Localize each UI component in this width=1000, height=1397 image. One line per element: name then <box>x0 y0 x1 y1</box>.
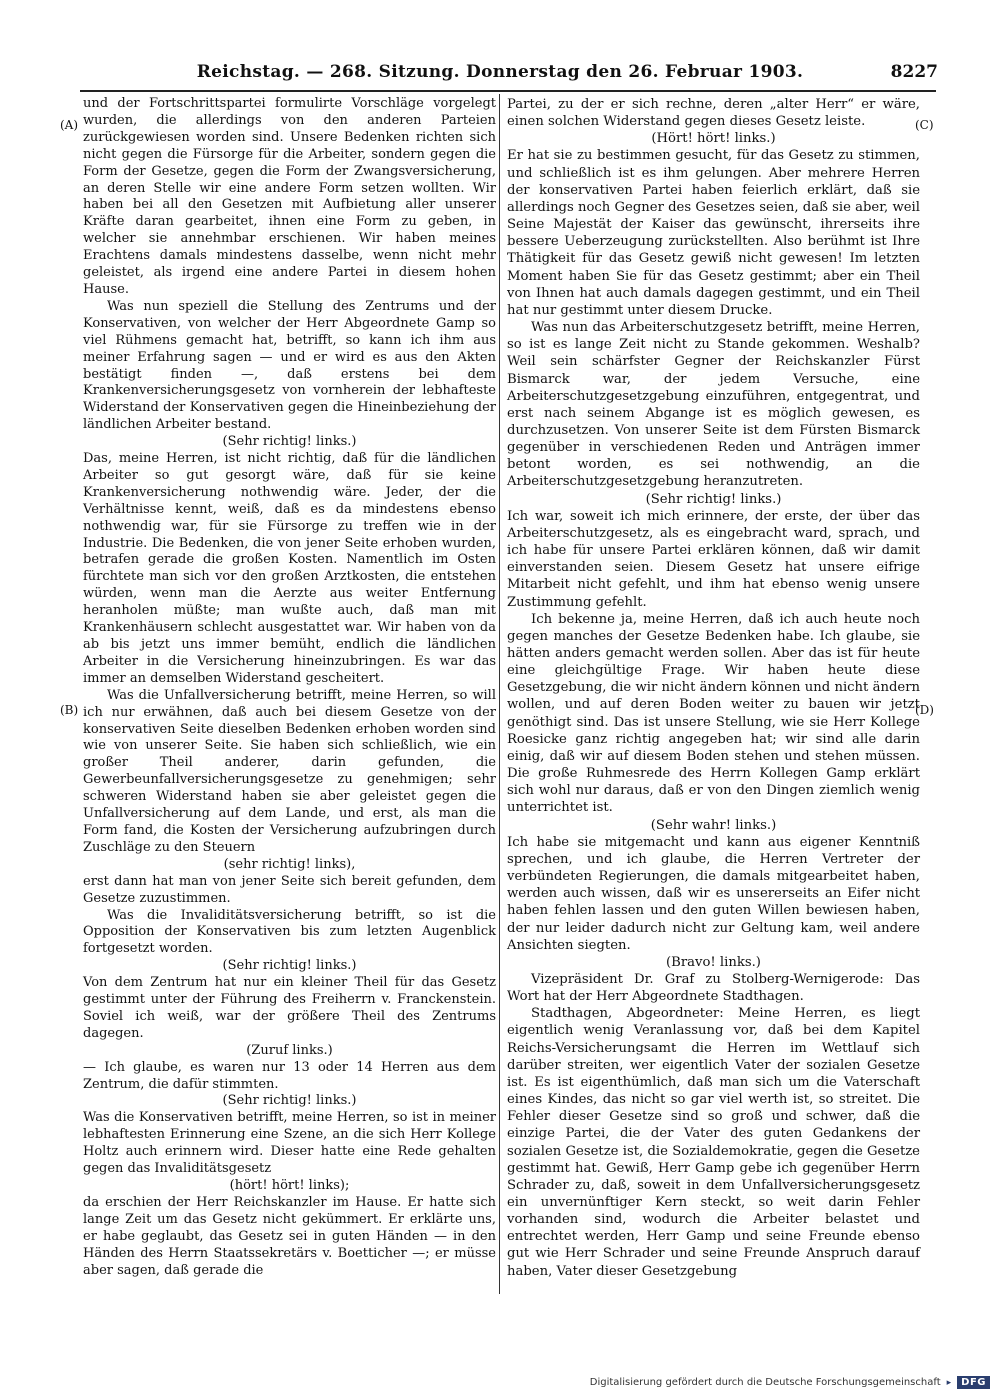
paragraph: Partei, zu der er sich rechne, deren „alter Herr“ er wäre, einen solchen Widerstand gegen dieses Gesetz leiste. <box>507 97 920 130</box>
paragraph: Vizepräsident Dr. Graf zu Stolberg-Wernigerode: Das Wort hat der Herr Abgeordnete Stadthagen. <box>507 971 920 1005</box>
paragraph: erst dann hat man von jener Seite sich bereit gefunden, dem Gesetze zuzustimmen. <box>83 873 496 906</box>
paragraph: Was nun das Arbeiterschutzgesetz betrifft, meine Herren, so ist es lange Zeit nicht zu Stande gekommen. Weshalb? Weil sein schärfster Gegner der Reichskanzler Fürst Bismarck war, der jedem Versuche, eine Arbeiterschutzgesetzgebung einzuführen, entgegentrat, und erst nach seinem Abgange ist es möglich gewesen, es durchzusetzen. Von unserer Seite ist dem Fürsten Bismarck gegenüber in verschiedenen Reden und Anträgen immer betont worden, es sei nothwendig, an die Arbeiterschutzgesetzgebung heranzutreten. <box>507 320 920 490</box>
paragraph: und der Fortschrittspartei formulirte Vorschläge vorgelegt wurden, die allerdings von den anderen Parteien zurückgewiesen worden sind. Unsere Bedenken richten sich nicht gegen die Fürsorge für die Arbeiter, sondern gegen die Form der Gesetze, gegen die Form der Zwangsversicherung, an deren Stelle wir eine andere Form setzen wollten. Wir haben bei all den Gesetzen mit Aufbietung aller unserer Kräfte daran gearbeitet, ihnen eine Form zu geben, in welcher sie annehmbar erschienen. Wir haben meines Erachtens damals mindestens dasselbe, wenn nicht mehr geleistet, als irgend eine andere Partei in diesem hohen Hause. <box>83 96 496 297</box>
interjection: (Zuruf links.) <box>246 1042 333 1058</box>
margin-mark-a: (A) <box>60 118 79 132</box>
interjection: (Sehr richtig! links.) <box>222 1093 357 1109</box>
paragraph: Von dem Zentrum hat nur ein kleiner Theil für das Gesetz gestimmt unter der Führung des Freiherrn v. Franckenstein. Soviel ich weiß, war der größere Theil des Zentrums dagegen. <box>83 975 496 1041</box>
paragraph: Was die Invaliditätsversicherung betrifft, so ist die Opposition der Konservativen bis zum letzten Augenblick fortgesetzt worden. <box>83 907 496 957</box>
running-title: Reichstag. — 268. Sitzung. Donnerstag den 26. Februar 1903. <box>196 62 804 82</box>
page-number: 8227 <box>890 62 938 82</box>
paragraph: — Ich glaube, es waren nur 13 oder 14 Herren aus dem Zentrum, die dafür stimmten. <box>83 1059 496 1092</box>
margin-mark-c: (C) <box>915 118 934 132</box>
margin-mark-d: (D) <box>915 703 934 717</box>
paragraph: Ich habe sie mitgemacht und kann aus eigener Kenntniß sprechen, und ich glaube, die Herren Vertreter der verbündeten Regierungen, die damals mitgearbeitet haben, werden auch wissen, daß wir es unsererseits an Eifer nicht haben fehlen lassen und den guten Willen bewiesen haben, der nur leider dadurch nicht zur Geltung kam, weil andere Ansichten siegten. <box>507 834 920 953</box>
interjection: (Sehr richtig! links.) <box>222 958 357 974</box>
paragraph: Stadthagen, Abgeordneter: Meine Herren, es liegt eigentlich wenig Veranlassung vor, daß bei dem Kapitel Reichs-Versicherungsamt die Herren im Wettlauf sich darüber streiten, wer eigentlich Vater der sozialen Gesetze ist. Es ist eigenthümlich, daß man sich um die Vaterschaft eines Kindes, das nicht so gar viel werth ist, so streitet. Die Fehler dieser Gesetze sind so groß und schwer, daß die einzige Partei, die der Vater des guten Gedankens der sozialen Gesetze ist, die Sozialdemokratie, gegen die Gesetze gestimmt hat. Gewiß, Herr Gamp gebe ich gegenüber Herrn Schrader zu, daß, soweit in dem Unfallversicherungsgesetz ein unvernünftiger Kern steckt, so weit darin Fehler vorhanden sind, wodurch die Arbeiter belastet und entrechtet werden, Herr Gamp und seine Freunde ebenso gut wie Herr Schrader und seine Freunde Anspruch darauf haben, Vater dieser Gesetzgebung <box>507 1006 920 1279</box>
interjection: (Sehr richtig! links.) <box>645 491 782 507</box>
paragraph: Was die Unfallversicherung betrifft, meine Herren, so will ich nur erwähnen, daß auch bei diesem Gesetze von der konservativen Seite dieselben Bedenken erhoben worden sind wie von unserer Seite. Sie haben sich schließlich, wie ein großer Theil anderer, darin gefunden, die Gewerbeunfallversicherungsgesetze zu genehmigen; sehr schweren Widerstand haben sie aber geleistet gegen die Unfallversicherung auf dem Lande, und erst, als man die Form fand, die Kosten der Versicherung aufzubringen durch Zuschläge zu den Steuern <box>83 687 496 855</box>
footer <box>590 1376 990 1389</box>
interjection: (Sehr richtig! links.) <box>222 434 357 450</box>
interjection: (Hört! hört! links.) <box>651 131 776 147</box>
interjection: (Bravo! links.) <box>666 954 761 970</box>
paragraph: da erschien der Herr Reichskanzler im Hause. Er hatte sich lange Zeit um das Gesetz nicht gekümmert. Er erklärte uns, er habe geglaubt, das Gesetz sei in guten Händen — in den Händen des Herrn Staatssekretärs v. Boetticher —; er müsse aber sagen, daß gerade die <box>83 1194 496 1278</box>
paragraph: Ich bekenne ja, meine Herren, daß ich auch heute noch gegen manches der Gesetze Bedenken habe. Ich glaube, sie hätten anders gemacht werden sollen. Aber das ist für heute eine gleichgültige Frage. Wir haben heute diese Gesetzgebung, die wir nicht ändern können und nicht ändern wollen, und auf deren Boden weiter zu bauen wir jetzt genöthigt sind. Das ist unsere Stellung, wie sie Herr Kollege Roesicke ganz richtig angegeben hat; wir sind alle darin einig, daß wir auf diesem Boden stehen und stehen müssen. Die große Ruhmesrede des Herrn Kollegen Gamp erklärt sich wohl nur daraus, daß er von den Dingen ziemlich wenig unterrichtet ist. <box>507 611 920 816</box>
dfg-logo: DFG <box>957 1376 990 1389</box>
interjection: (hört! hört! links); <box>229 1178 350 1193</box>
page-header <box>0 62 1000 90</box>
paragraph: Er hat sie zu bestimmen gesucht, für das Gesetz zu stimmen, und schließlich ist es ihm gelungen. Aber mehrere Herren der konservativen Partei haben feierlich erklärt, daß sie allerdings noch Gegner des Gesetzes seien, daß sie aber, weil Seine Majestät der Kaiser das gewünscht, ihrerseits ihre bessere Ueberzeugung zurückstellten. Also berühmt ist Ihre Thätigkeit für das Gesetz gewiß nicht gewesen! Im letzten Moment haben Sie für das Gesetz gestimmt; aber ein Theil von Ihnen hat auch damals dagegen gestimmt, und ein Theil hat nur gestimmt unter diesem Drucke. <box>507 148 920 318</box>
paragraph: Was die Konservativen betrifft, meine Herren, so ist in meiner lebhaftesten Erinnerung eine Szene, an die sich Herr Kollege Holtz auch erinnern wird. Dieser hatte eine Rede gehalten gegen das Invaliditätsgesetz <box>83 1110 496 1177</box>
left-column <box>83 96 496 1279</box>
footer-text: Digitalisierung gefördert durch die Deutsche Forschungsgemeinschaft <box>589 1377 941 1388</box>
interjection: (Sehr wahr! links.) <box>650 817 777 833</box>
right-column <box>507 96 920 1280</box>
arrow-icon: ▸ <box>946 1377 952 1388</box>
column-divider <box>499 94 500 1294</box>
paragraph: Das, meine Herren, ist nicht richtig, daß für die ländlichen Arbeiter so gut gesorgt wäre, daß für sie keine Krankenversicherung nothwendig wäre. Jeder, der die Verhältnisse kennt, weiß, daß es da mindestens ebenso nothwendig war, für sie Fürsorge zu treffen wie in der Industrie. Die Bedenken, die von jener Seite erhoben wurden, betrafen gerade die großen Kosten. Namentlich im Osten fürchtete man sich vor den großen Arztkosten, die entstehen würden, wenn man die Aerzte aus weiter Entfernung heranholen müßte; man wußte auch, daß man mit Krankenhäusern schlecht ausgestattet war. Wir haben von da ab bis jetzt uns immer bemüht, endlich die ländlichen Arbeiter in die Versicherung hineinzubringen. Es war das immer an demselben Widerstand gescheitert. <box>83 451 496 686</box>
interjection: (sehr richtig! links), <box>223 856 356 872</box>
paragraph: Was nun speziell die Stellung des Zentrums und der Konservativen, von welcher der Herr Abgeordnete Gamp so viel Rühmens gemacht hat, betrifft, so kann ich ihm aus meiner Erfahrung sagen — und er wird es aus den Akten bestätigt finden —, daß erstens bei dem Krankenversicherungsgesetz von vornherein der lebhafteste Widerstand der Konservativen gegen die Hineinbeziehung der ländlichen Arbeiter bestand. <box>83 298 496 433</box>
header-rule <box>80 90 936 92</box>
paragraph: Ich war, soweit ich mich erinnere, der erste, der über das Arbeiterschutzgesetz, als es eingebracht ward, sprach, und ich habe für unsere Partei erklären können, daß wir damit einverstanden seien. Diesem Gesetz hat unsere eifrige Mitarbeit nicht gefehlt, und ihm hat ebenso wenig unsere Zustimmung gefehlt. <box>507 508 920 610</box>
margin-mark-b: (B) <box>60 703 79 717</box>
